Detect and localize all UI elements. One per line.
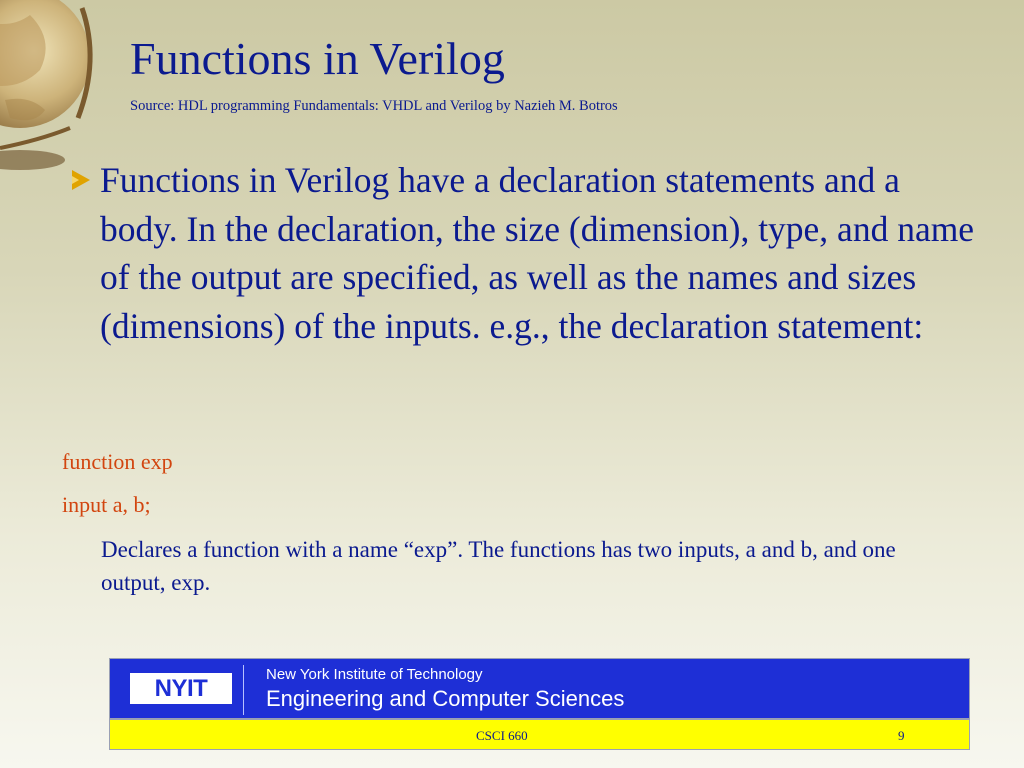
course-code: CSCI 660	[476, 728, 528, 743]
explanation-text: Declares a function with a name “exp”. The functions has two inputs, a and b, and one output, exp.	[101, 537, 896, 595]
slide-title: Functions in Verilog	[130, 33, 505, 84]
footer-blue-bar	[109, 658, 970, 719]
code-line: input a, b;	[62, 492, 151, 517]
bullet-list	[62, 156, 982, 350]
department-name: Engineering and Computer Sciences	[266, 686, 625, 711]
bullet-text: Functions in Verilog have a declaration statements and a body. In the declaration, the size (dimension), type, and name of the output are specified, as well as the names and sizes (dimensions) of the inputs. e.g., the declaration statement:	[100, 160, 975, 346]
code-line: function exp	[62, 449, 173, 474]
arrow-bullet-icon	[72, 170, 90, 190]
footer-divider	[243, 665, 244, 715]
bullet-item	[62, 156, 982, 350]
slide-subtitle: Source: HDL programming Fundamentals: VHDL and Verilog by Nazieh M. Botros	[130, 98, 618, 114]
footer-banner	[109, 658, 970, 750]
page-number: 9	[898, 728, 905, 743]
globe-icon	[0, 0, 110, 175]
institute-name: New York Institute of Technology	[266, 666, 483, 683]
footer-yellow-bar	[109, 719, 970, 750]
nyit-logo: NYIT	[130, 673, 232, 704]
